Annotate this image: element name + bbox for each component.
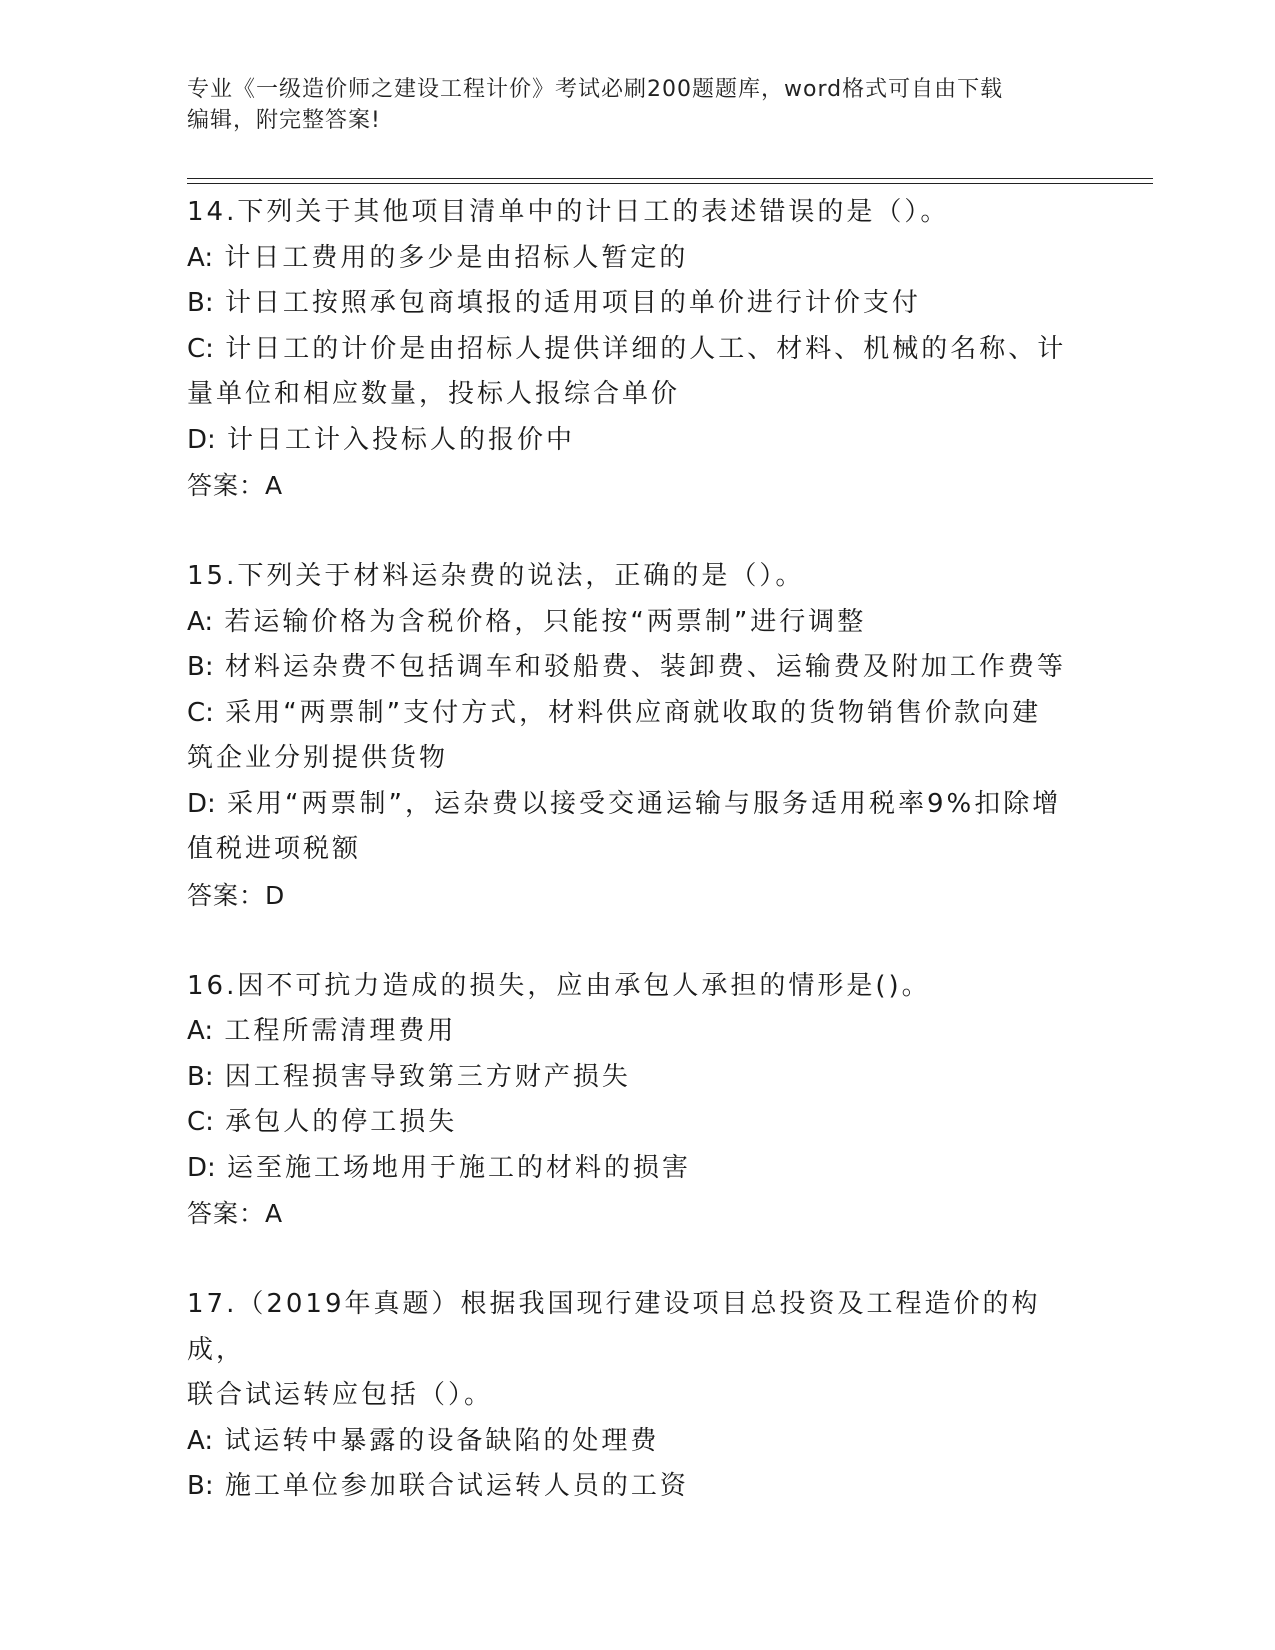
question-spacer	[187, 918, 1097, 964]
option-text: 计日工按照承包商填报的适用项目的单价进行计价支付	[224, 288, 921, 318]
header-line-1: 专业《一级造价师之建设工程计价》考试必刷200题题库，word格式可自由下载	[187, 77, 1004, 102]
option-text: 试运转中暴露的设备缺陷的处理费	[224, 1425, 660, 1456]
option-key: C:	[187, 697, 214, 728]
option-line	[187, 327, 1097, 373]
option-text: 施工单位参加联合试运转人员的工资	[224, 1471, 689, 1501]
option-line	[187, 691, 1097, 737]
option-text: 工程所需清理费用	[224, 1016, 457, 1046]
option-line	[187, 736, 1097, 782]
option-line	[187, 1009, 1097, 1055]
option-key: B:	[187, 1061, 214, 1092]
option-text: 采用“两票制”，运杂费以接受交通运输与服务适用税率9%扣除增	[227, 788, 1062, 819]
option-key: B:	[187, 652, 214, 682]
option-line	[187, 827, 1097, 873]
option-line	[187, 1464, 1097, 1510]
question-stem: 联合试运转应包括（）。	[187, 1380, 494, 1410]
question-block	[187, 964, 1097, 1237]
option-text: 运至施工场地用于施工的材料的损害	[227, 1152, 692, 1183]
option-text: 采用“两票制”支付方式，材料供应商就收取的货物销售价款向建	[225, 697, 1042, 728]
header-divider-top	[187, 178, 1153, 179]
option-text: 计日工计入投标人的报价中	[227, 424, 576, 455]
option-line	[187, 1100, 1097, 1146]
option-line	[187, 372, 1097, 418]
option-key: D:	[187, 424, 216, 455]
option-text: 若运输价格为含税价格，只能按“两票制”进行调整	[224, 606, 867, 637]
answer-line: 答案：A	[187, 1199, 284, 1228]
option-line	[187, 782, 1097, 828]
option-text: 量单位和相应数量，投标人报综合单价	[187, 379, 681, 409]
question-spacer	[187, 509, 1097, 555]
question-spacer	[187, 1237, 1097, 1283]
question-stem: 16.因不可抗力造成的损失，应由承包人承担的情形是()。	[187, 970, 931, 1001]
option-text: 承包人的停工损失	[225, 1107, 458, 1137]
option-key: D:	[187, 788, 216, 819]
question-block	[187, 190, 1097, 509]
question-stem: 14.下列关于其他项目清单中的计日工的表述错误的是（）。	[187, 197, 950, 227]
question-stem: 15.下列关于材料运杂费的说法，正确的是（）。	[187, 561, 805, 591]
option-key: C:	[187, 333, 214, 364]
option-line	[187, 281, 1097, 327]
answer-line: 答案：D	[187, 880, 286, 910]
option-line	[187, 1146, 1097, 1192]
option-key: A:	[187, 1425, 214, 1456]
answer-line: 答案：A	[187, 471, 284, 500]
option-key: A:	[187, 606, 214, 637]
option-text: 筑企业分别提供货物	[187, 743, 449, 773]
option-line	[187, 1055, 1097, 1101]
option-text: 因工程损害导致第三方财产损失	[224, 1061, 631, 1092]
option-key: C:	[187, 1107, 214, 1137]
option-line	[187, 418, 1097, 464]
question-stem: 17.（2019年真题）根据我国现行建设项目总投资及工程造价的构成，	[187, 1289, 1041, 1365]
option-text: 材料运杂费不包括调车和驳船费、装卸费、运输费及附加工作费等	[224, 652, 1066, 682]
option-key: B:	[187, 288, 214, 318]
question-block	[187, 1282, 1097, 1510]
option-text: 计日工费用的多少是由招标人暂定的	[224, 242, 689, 273]
option-key: A:	[187, 1016, 214, 1046]
document-header	[187, 74, 1087, 136]
question-list	[187, 190, 1097, 1510]
header-divider-bottom	[187, 183, 1153, 184]
option-key: D:	[187, 1152, 216, 1183]
option-line	[187, 600, 1097, 646]
option-key: A:	[187, 242, 214, 273]
option-line	[187, 236, 1097, 282]
option-text: 值税进项税额	[187, 834, 362, 864]
option-key: B:	[187, 1471, 214, 1501]
option-text: 计日工的计价是由招标人提供详细的人工、材料、机械的名称、计	[225, 333, 1067, 364]
question-block	[187, 554, 1097, 918]
option-line	[187, 1419, 1097, 1465]
header-line-2: 编辑，附完整答案!	[187, 108, 381, 133]
option-line	[187, 645, 1097, 691]
